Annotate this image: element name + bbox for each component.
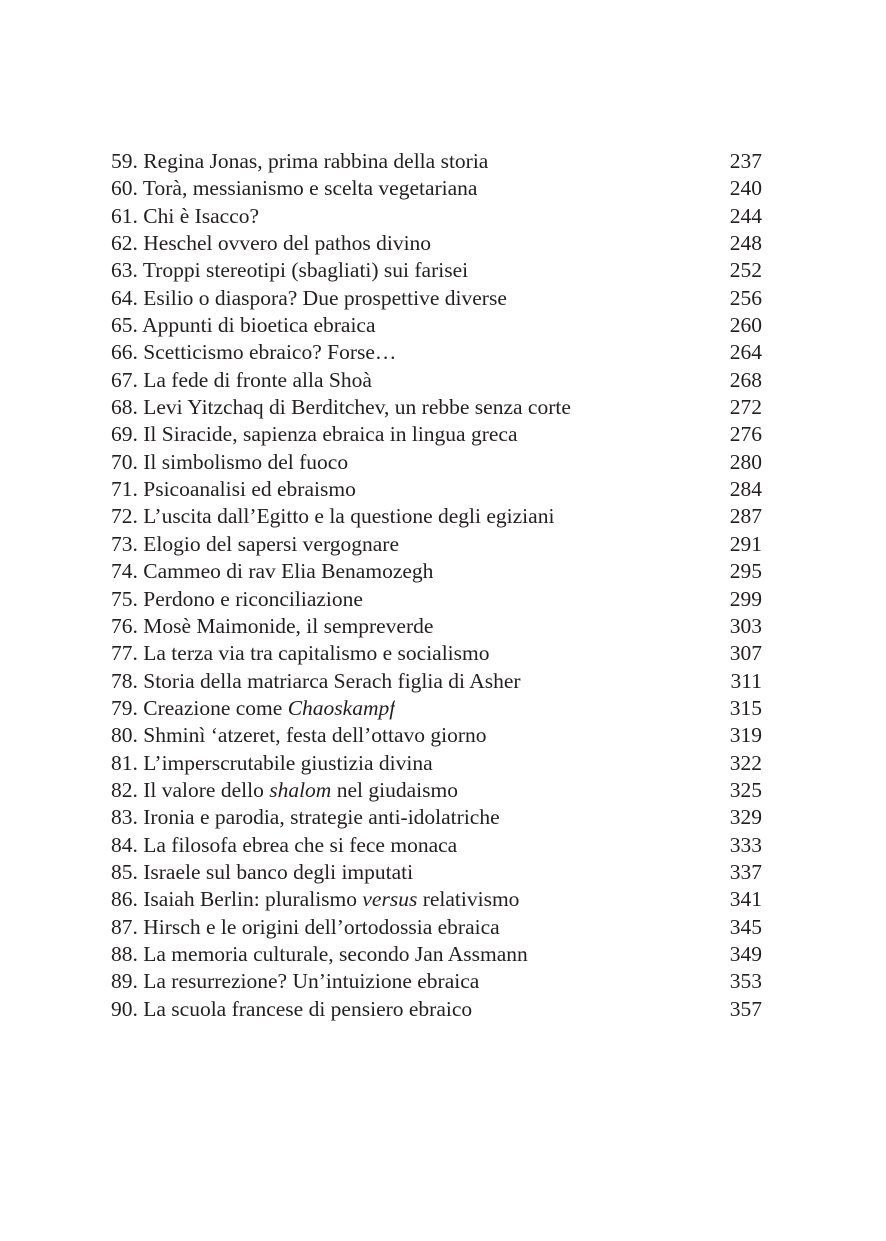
toc-entry xyxy=(111,968,762,995)
toc-entry-page-number: 291 xyxy=(729,531,762,556)
toc-entry xyxy=(111,668,762,695)
toc-entry-page-number: 287 xyxy=(729,504,762,529)
toc-entry-title-text: Appunti di bioetica ebraica xyxy=(142,313,376,338)
toc-entry-title-text: Troppi stereotipi (sbagliati) sui farisei xyxy=(142,258,469,283)
toc-entry-number: 69. xyxy=(111,422,138,447)
toc-entry-title-text: La memoria culturale, secondo Jan Assmann xyxy=(143,941,528,966)
toc-entry-number: 74. xyxy=(111,559,138,584)
toc-entry-title-text: Mosè Maimonide, il sempreverde xyxy=(143,613,434,638)
toc-entry-title xyxy=(111,804,500,831)
toc-entry xyxy=(111,941,762,968)
toc-entry-title xyxy=(111,285,507,312)
toc-entry-number: 66. xyxy=(111,340,138,365)
toc-entry-title-text: La scuola francese di pensiero ebraico xyxy=(143,996,473,1021)
toc-entry-title-text: Esilio o diaspora? Due prospettive diverse xyxy=(143,285,507,310)
toc-entry xyxy=(111,695,762,722)
toc-entry-page-number: 329 xyxy=(729,805,762,830)
toc-entry-title xyxy=(111,777,458,804)
toc-entry-number: 76. xyxy=(111,613,138,638)
toc-entry xyxy=(111,312,762,339)
toc-entry-page-number: 319 xyxy=(729,723,762,748)
toc-entry-title-text: Il Siracide, sapienza ebraica in lingua greca xyxy=(143,422,518,447)
toc-entry xyxy=(111,914,762,941)
toc-entry-page-number: 295 xyxy=(729,559,762,584)
toc-entry-title xyxy=(111,886,519,913)
toc-entry-title-text: Cammeo di rav Elia Benamozegh xyxy=(143,559,434,584)
toc-entry-number: 83. xyxy=(111,805,138,830)
toc-entry-page-number: 264 xyxy=(729,340,762,365)
toc-entry-number: 64. xyxy=(111,285,138,310)
toc-entry-page-number: 280 xyxy=(729,449,762,474)
toc-entry-page-number: 260 xyxy=(729,313,762,338)
toc-entry-title-text: Levi Yitzchaq di Berditchev, un rebbe senza corte xyxy=(143,395,571,420)
toc-entry-number: 65. xyxy=(111,313,138,338)
toc-entry-title xyxy=(111,394,571,421)
toc-entry-number: 88. xyxy=(111,941,138,966)
toc-entry xyxy=(111,613,762,640)
toc-entry-number: 59. xyxy=(111,149,138,173)
toc-entry xyxy=(111,640,762,667)
toc-entry-number: 82. xyxy=(111,777,138,802)
toc-entry xyxy=(111,832,762,859)
toc-entry-number: 80. xyxy=(111,723,138,748)
toc-entry-title-text: Elogio del sapersi vergognare xyxy=(143,531,399,556)
toc-entry-title xyxy=(111,367,372,394)
toc-entry-number: 77. xyxy=(111,641,138,666)
toc-entry-title-text: Heschel ovvero del pathos divino xyxy=(143,231,432,256)
toc-entry-page-number: 276 xyxy=(729,422,762,447)
toc-entry-number: 68. xyxy=(111,395,138,420)
toc-entry-title-text: L’imperscrutabile giustizia divina xyxy=(143,750,433,775)
toc-entry-page-number: 252 xyxy=(729,258,762,283)
toc-entry xyxy=(111,394,762,421)
toc-entry-title xyxy=(111,832,457,859)
toc-entry-title xyxy=(111,695,395,722)
toc-entry-number: 86. xyxy=(111,887,138,912)
toc-entry-title-text: Psicoanalisi ed ebraismo xyxy=(143,477,356,502)
toc-entry xyxy=(111,750,762,777)
toc-entry-title xyxy=(111,421,518,448)
toc-entry-page-number: 299 xyxy=(729,586,762,611)
toc-entry-title-text: Israele sul banco degli imputati xyxy=(143,859,414,884)
toc-entry xyxy=(111,531,762,558)
toc-entry-page-number: 345 xyxy=(729,914,762,939)
toc-entry-title-italic: shalom xyxy=(269,777,332,802)
toc-entry-number: 85. xyxy=(111,859,138,884)
toc-entry-page-number: 237 xyxy=(729,149,762,173)
toc-entry-title-text: Shminì ‘atzeret, festa dell’ottavo giorno xyxy=(143,723,487,748)
toc-entry-page-number: 307 xyxy=(729,641,762,666)
toc-entry-page-number: 337 xyxy=(729,859,762,884)
toc-entry-page-number: 284 xyxy=(729,477,762,502)
toc-entry-page-number: 322 xyxy=(729,750,762,775)
toc-entry-number: 87. xyxy=(111,914,138,939)
toc-entry-number: 62. xyxy=(111,231,138,256)
toc-entry xyxy=(111,421,762,448)
toc-entry-title xyxy=(111,531,399,558)
toc-entry xyxy=(111,175,762,202)
toc-entry xyxy=(111,476,762,503)
toc-entry-title xyxy=(111,750,433,777)
toc-entry xyxy=(111,148,762,175)
toc-entry-number: 73. xyxy=(111,531,138,556)
toc-entry-title xyxy=(111,449,348,476)
toc-entry-title xyxy=(111,914,500,941)
toc-entry-page-number: 240 xyxy=(729,176,762,201)
toc-entry-page-number: 315 xyxy=(729,695,762,720)
toc-entry-title xyxy=(111,640,490,667)
toc-entry-page-number: 303 xyxy=(729,613,762,638)
toc-entry-title-text: Chi è Isacco? xyxy=(143,203,260,228)
toc-entry-title xyxy=(111,148,488,175)
toc-entry-title xyxy=(111,558,433,585)
toc-entry-title xyxy=(111,722,487,749)
toc-entry-page-number: 272 xyxy=(729,395,762,420)
toc-entry-title-text: La fede di fronte alla Shoà xyxy=(143,367,372,392)
toc-entry-number: 75. xyxy=(111,586,138,611)
toc-entry-number: 90. xyxy=(111,996,138,1021)
toc-entry-page-number: 349 xyxy=(729,941,762,966)
toc-entry-title xyxy=(111,312,376,339)
toc-entry-page-number: 353 xyxy=(729,969,762,994)
toc-entry-title-text: Regina Jonas, prima rabbina della storia xyxy=(143,149,489,173)
toc-entry-number: 71. xyxy=(111,477,138,502)
toc-entry-title-text: Isaiah Berlin: pluralismo xyxy=(143,887,363,912)
table-of-contents xyxy=(111,148,762,1023)
toc-entry-number: 63. xyxy=(111,258,138,283)
toc-entry xyxy=(111,257,762,284)
toc-entry xyxy=(111,722,762,749)
toc-entry xyxy=(111,859,762,886)
toc-entry-title xyxy=(111,230,431,257)
toc-entry-title xyxy=(111,613,433,640)
toc-entry xyxy=(111,230,762,257)
toc-entry-title xyxy=(111,503,554,530)
toc-entry-title xyxy=(111,476,356,503)
toc-entry-title-text: nel giudaismo xyxy=(331,777,458,802)
toc-entry xyxy=(111,586,762,613)
toc-entry xyxy=(111,558,762,585)
toc-entry xyxy=(111,367,762,394)
toc-entry-title-text: La terza via tra capitalismo e socialismo xyxy=(143,641,490,666)
toc-entry-page-number: 333 xyxy=(729,832,762,857)
toc-entry-title-text: Creazione come xyxy=(143,695,288,720)
toc-entry-number: 78. xyxy=(111,668,138,693)
toc-entry-title-text: L’uscita dall’Egitto e la questione degli egiziani xyxy=(143,504,555,529)
toc-entry xyxy=(111,285,762,312)
toc-entry-page-number: 325 xyxy=(729,777,762,802)
toc-entry-page-number: 341 xyxy=(729,887,762,912)
toc-entry-page-number: 311 xyxy=(730,668,762,693)
toc-entry-page-number: 357 xyxy=(729,996,762,1021)
toc-entry-title-text: Perdono e riconciliazione xyxy=(143,586,363,611)
toc-entry-title-text: Il valore dello xyxy=(143,777,270,802)
toc-entry-number: 61. xyxy=(111,203,138,228)
toc-entry-title xyxy=(111,859,413,886)
toc-entry-number: 67. xyxy=(111,367,138,392)
toc-entry-number: 89. xyxy=(111,969,138,994)
toc-entry xyxy=(111,503,762,530)
toc-entry-title-text: Storia della matriarca Serach figlia di Asher xyxy=(143,668,521,693)
toc-entry xyxy=(111,886,762,913)
toc-entry-page-number: 268 xyxy=(729,367,762,392)
toc-entry-title xyxy=(111,968,479,995)
toc-entry-title-italic: Chaoskampf xyxy=(287,695,396,720)
toc-entry-title xyxy=(111,175,477,202)
toc-entry-title xyxy=(111,586,363,613)
toc-entry-title-text: relativismo xyxy=(417,887,520,912)
toc-entry xyxy=(111,804,762,831)
toc-entry xyxy=(111,339,762,366)
toc-entry-page-number: 244 xyxy=(729,203,762,228)
toc-entry-title xyxy=(111,941,528,968)
toc-entry-number: 72. xyxy=(111,504,138,529)
toc-entry xyxy=(111,777,762,804)
toc-entry-page-number: 248 xyxy=(729,231,762,256)
toc-entry-title-text: Torà, messianismo e scelta vegetariana xyxy=(142,176,478,201)
toc-entry xyxy=(111,449,762,476)
toc-entry xyxy=(111,203,762,230)
toc-entry-title-text: La resurrezione? Un’intuizione ebraica xyxy=(143,969,480,994)
toc-entry-title-text: Il simbolismo del fuoco xyxy=(143,449,349,474)
toc-entry-number: 60. xyxy=(111,176,138,201)
toc-entry-title xyxy=(111,257,468,284)
toc-entry-title-text: Ironia e parodia, strategie anti-idolatriche xyxy=(143,805,500,830)
toc-entry-page-number: 256 xyxy=(729,285,762,310)
toc-entry-number: 84. xyxy=(111,832,138,857)
toc-entry-number: 79. xyxy=(111,695,138,720)
toc-entry-title xyxy=(111,668,521,695)
toc-entry xyxy=(111,996,762,1023)
toc-entry-title-italic: versus xyxy=(362,887,418,912)
toc-entry-title xyxy=(111,203,259,230)
toc-entry-title-text: Scetticismo ebraico? Forse… xyxy=(143,340,397,365)
toc-entry-number: 81. xyxy=(111,750,138,775)
toc-entry-title xyxy=(111,996,472,1023)
toc-entry-title-text: Hirsch e le origini dell’ortodossia ebraica xyxy=(143,914,500,939)
toc-entry-number: 70. xyxy=(111,449,138,474)
toc-entry-title xyxy=(111,339,396,366)
toc-entry-title-text: La filosofa ebrea che si fece monaca xyxy=(143,832,458,857)
